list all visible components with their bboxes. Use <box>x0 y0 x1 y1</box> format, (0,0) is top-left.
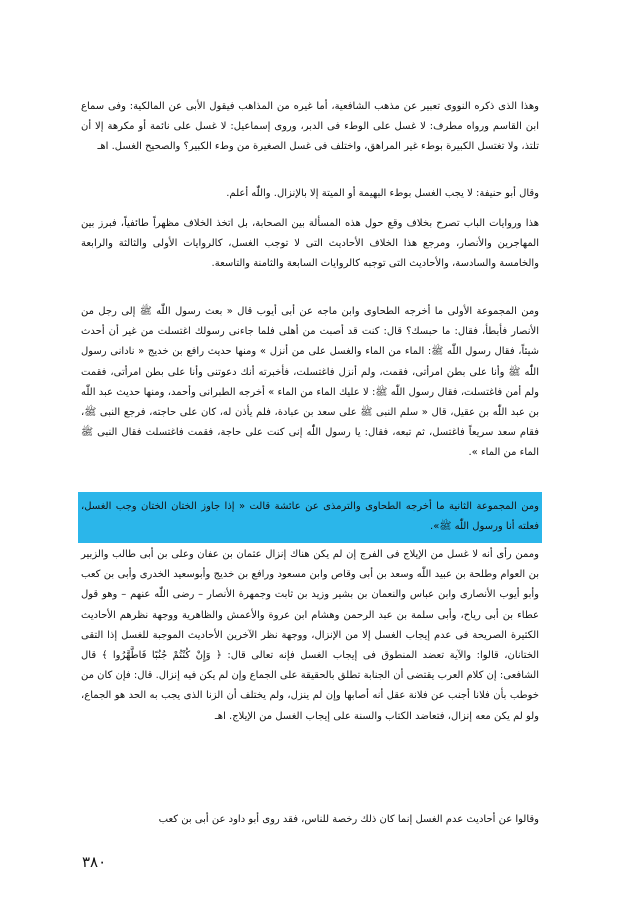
paragraph-no-ghusl-opinion: وممن رأى أنه لا غسل من الإيلاج فى الفرج إن لم يكن هناك إنزال عثمان بن عفان وعلى بن أبى طالب والزبير بن العوام وطلحة بن عبيد اللّٰه وسعد بن أبى وقاص وابن مسعود ورافع بن خديج وأبوسعيد الخدرى وأبى بن كعب وأبو أيوب الأنصارى وابن عباس والنعمان بن بشير وزيد بن ثابت وجمهرة الأنصار – رضى اللّٰه عنهم – وهو قول عطاء بن أبى رياح، وأبى سلمة بن عبد الرحمن وهشام ابن عروة والأعمش والظاهرية ووجهة نظرهم الأحاديث الكثيرة الصريحة فى عدم إيجاب الغسل إلا من الإنزال، ووجهة نظر الآخرين الأحاديث الموجبة للغسل إذا التقى الختانان، قالوا: والآية تعضد المنطوق فى إيجاب الغسل فإنه تعالى قال: ﴿ وَإِنْ كُنْتُمْ جُنُبًا فَاطَّهَّرُوا ﴾ قال الشافعى: إن كلام العرب يقتضى أن الجنابة تطلق بالحقيقة على الجماع وإن لم يكن فيه إنزال. قال: فإن كان من خوطب بأن فلانا أجنب عن فلانة عقل أنه أصابها وإن لم ينزل، ولم يختلف أن الزنا الذى يجب به الحد هو الجماع، ولو لم يكن معه إنزال، فتعاضد الكتاب والسنة على إيجاب الغسل من الإيلاج. اهـ <box>81 549 539 722</box>
paragraph-companions-dispute: هذا وروايات الباب تصرح بخلاف وقع حول هذه المسألة بين الصحابة، بل اتخذ الخلاف مظهراً طائفياً، فبرز بين المهاجرين والأنصار، ومرجع هذا الخلاف الأحاديث التى لا توجب الغسل، كالروايات الأولى والثالثة والرابعة والخامسة والسادسة، والأحاديث التى توجبه كالروايات السابعة والثامنة والتاسعة. <box>81 218 539 270</box>
paragraph-first-group: ومن المجموعة الأولى ما أخرجه الطحاوى وابن ماجه عن أبى أيوب قال « بعث رسول اللّٰه ﷺ إلى رجل من الأنصار فأبطأ، فقال: ما حبسك؟ قال: كنت قد أصبت من أهلى فلما جاءنى رسولك اغتسلت من غير أن أحدث شيئاً، فقال رسول اللّٰه ﷺ: الماء من الماء والغسل على من أنزل » ومنها حديث رافع بن خديج « نادانى رسول اللّٰه ﷺ وأنا على بطن امرأتى، فقمت، ولم أنزل فاغتسلت، فأخبرته أنك دعوتنى وأنا على بطن امرأتى، فقمت ولم أمن فاغتسلت، فقال رسول اللّٰه ﷺ: لا عليك الماء من الماء » أخرجه الطبرانى وأحمد، ومنها حديث عبد اللّٰه بن عبد اللّٰه بن عقيل، قال « سلم النبى ﷺ على سعد بن عبادة، فلم يأذن له، كان على حاجته، فرجع النبى ﷺ، فقام سعد سريعاً فاغتسل، ثم تبعه، فقال: يا رسول اللّٰه إنى كنت على حاجة، فقمت فاغتسلت فقال النبى ﷺ الماء من الماء ». <box>81 306 539 459</box>
paragraph-nawawi-malikiyya: وهذا الذى ذكره النووى تعبير عن مذهب الشافعية، أما غيره من المذاهب فيقول الأبى عن المالكية: وفى سماع ابن القاسم ورواه مطرف: لا غسل على الوطء فى الدبر، وروى إسماعيل: لا غسل على نائمة أو مكرهة إلا أن تلتذ، ولا تغتسل الكبيرة بوطء غير المراهق، واختلف فى غسل الصغيرة من وطء الكبير؟ والصحيح الغسل. اهـ <box>81 101 539 153</box>
page-number: ٣٨٠ <box>82 853 107 871</box>
paragraph-rukhsa: وقالوا عن أحاديث عدم الغسل إنما كان ذلك رخصة للناس، فقد روى أبو داود عن أبى بن كعب <box>158 814 539 825</box>
paragraph-second-group: ومن المجموعة الثانية ما أخرجه الطحاوى والترمذى عن عائشة قالت « إذا جاوز الختان الختان وجب الغسل، فعلته أنا ورسول اللّٰه ﷺ». <box>81 501 539 533</box>
paragraph-abu-hanifa: وقال أبو حنيفة: لا يجب الغسل بوطء البهيمة أو الميتة إلا بالإنزال. واللّٰه أعلم. <box>226 188 539 199</box>
